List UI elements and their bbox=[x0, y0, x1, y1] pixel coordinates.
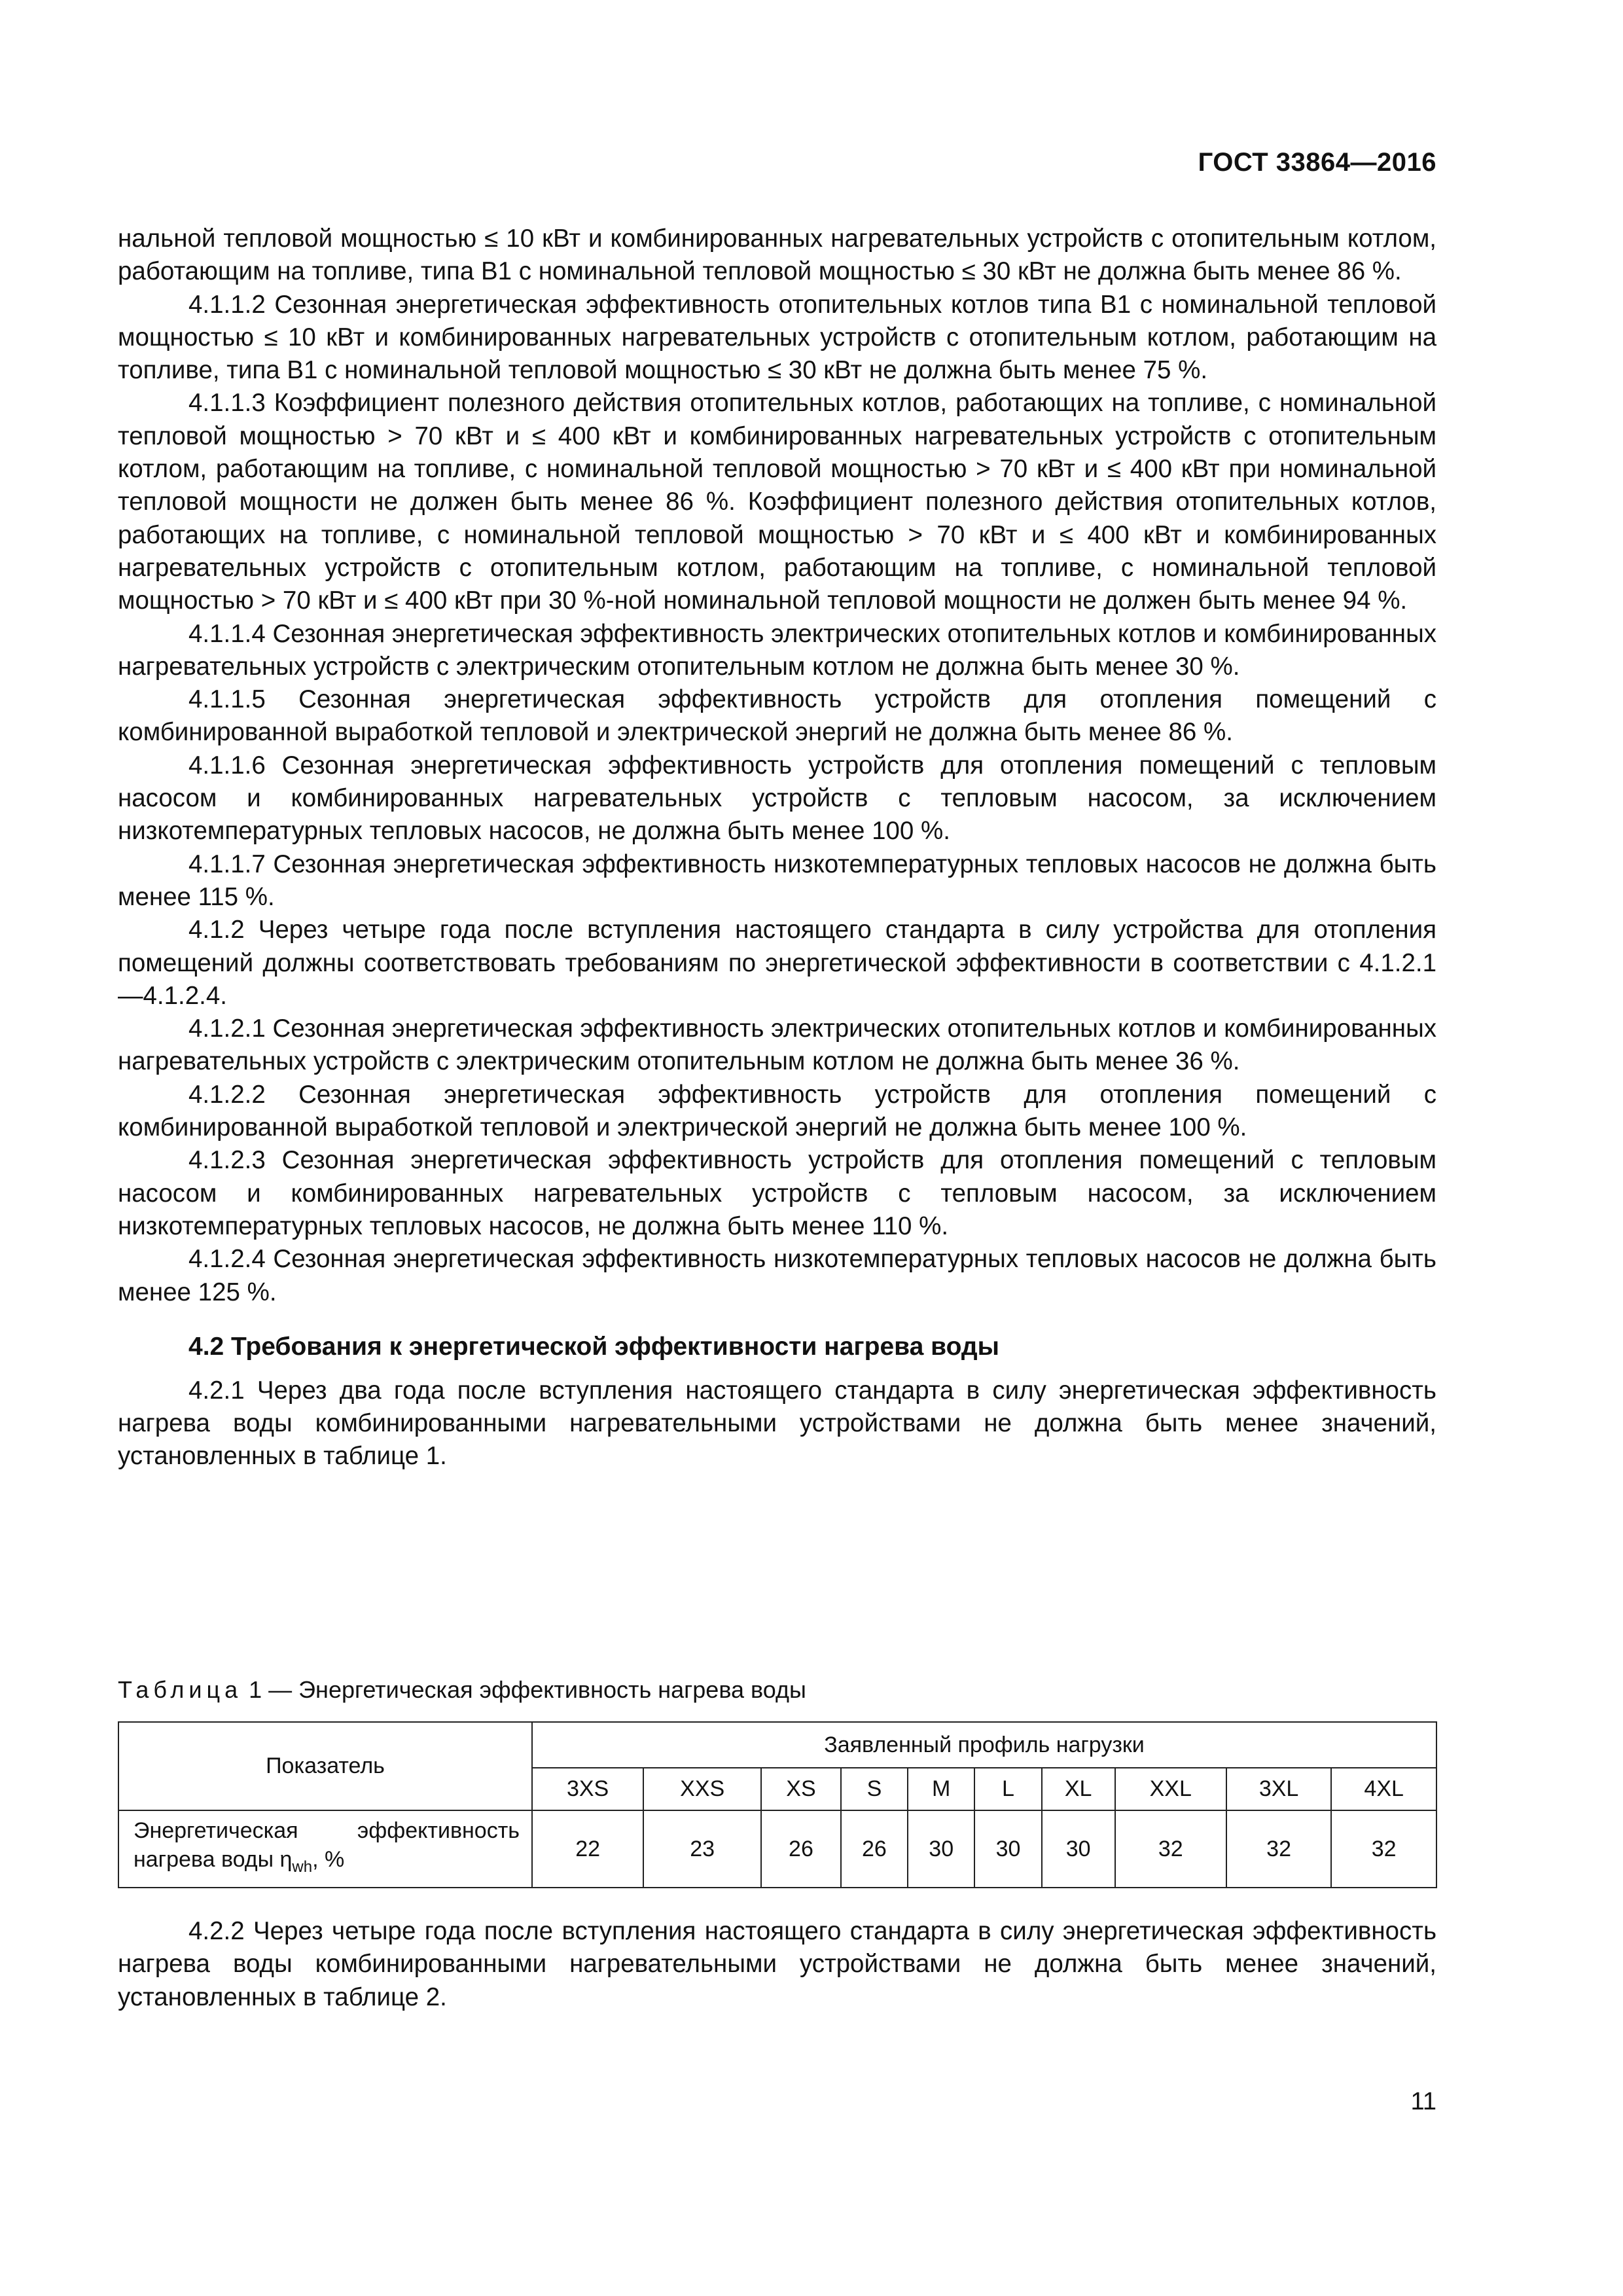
paragraph-continuation: нальной тепловой мощностью ≤ 10 кВт и комбинированных нагревательных устройств с отопительным котлом, работающим на топливе, типа В1 с номинальной тепловой мощностью ≤ 30 кВт не должна быть менее 86 %. bbox=[118, 224, 1436, 286]
profile-header-cell: 4XL bbox=[1331, 1768, 1436, 1810]
paragraph-4-1-2-2: 4.1.2.2 Сезонная энергетическая эффективность устройств для отопления помещений с комбинированной выработкой тепловой и электрической энергий не должна быть менее 100 %. bbox=[118, 1080, 1436, 1142]
row-label-main: Энергетическая эффективность нагрева воды η bbox=[134, 1818, 520, 1872]
table-caption-prefix: Таблица bbox=[118, 1676, 243, 1703]
paragraph-4-2-1: 4.2.1 Через два года после вступления настоящего стандарта в силу энергетическая эффективность нагрева воды комбинированными нагревательными устройствами не должна быть менее значений, установленных в таблице 1. bbox=[118, 1376, 1436, 1471]
profile-header-cell: XXL bbox=[1115, 1768, 1226, 1810]
profile-header-cell: XL bbox=[1042, 1768, 1115, 1810]
row-label-subscript: wh bbox=[292, 1858, 313, 1876]
body-text bbox=[118, 223, 1436, 1473]
table-value-cell: 30 bbox=[974, 1810, 1041, 1888]
paragraph-4-1-2-4: 4.1.2.4 Сезонная энергетическая эффективность низкотемпературных тепловых насосов не должна быть менее 125 %. bbox=[118, 1245, 1436, 1306]
paragraph-4-1-2-1: 4.1.2.1 Сезонная энергетическая эффективность электрических отопительных котлов и комбинированных нагревательных устройств с электрическим отопительным котлом не должна быть менее 36 %. bbox=[118, 1014, 1436, 1076]
profile-header-cell: 3XL bbox=[1226, 1768, 1332, 1810]
paragraph-4-1-1-5: 4.1.1.5 Сезонная энергетическая эффективность устройств для отопления помещений с комбинированной выработкой тепловой и электрической энергий не должна быть менее 86 %. bbox=[118, 685, 1436, 747]
table-value-cell: 32 bbox=[1331, 1810, 1436, 1888]
after-table-text bbox=[118, 1915, 1436, 2014]
profile-header-cell: M bbox=[908, 1768, 974, 1810]
paragraph-4-1-1-2: 4.1.1.2 Сезонная энергетическая эффективность отопительных котлов типа В1 с номинальной тепловой мощностью ≤ 10 кВт и комбинированных нагревательных устройств с отопительным котлом, работающим на топливе, типа В1 с номинальной тепловой мощностью ≤ 30 кВт не должна быть менее 75 %. bbox=[118, 290, 1436, 385]
paragraph-4-1-1-6: 4.1.1.6 Сезонная энергетическая эффективность устройств для отопления помещений с тепловым насосом и комбинированных нагревательных устройств с тепловым насосом, за исключением низкотемпературных тепловых насосов, не должна быть менее 100 %. bbox=[118, 751, 1436, 846]
table-row-label bbox=[118, 1810, 532, 1888]
table-value-cell: 32 bbox=[1226, 1810, 1332, 1888]
paragraph-4-1-2-3: 4.1.2.3 Сезонная энергетическая эффективность устройств для отопления помещений с тепловым насосом и комбинированных нагревательных устройств с тепловым насосом, за исключением низкотемпературных тепловых насосов, не должна быть менее 110 %. bbox=[118, 1146, 1436, 1240]
table-value-cell: 32 bbox=[1115, 1810, 1226, 1888]
section-heading: 4.2 Требования к энергетической эффективности нагрева воды bbox=[188, 1332, 999, 1361]
table-value-cell: 22 bbox=[532, 1810, 643, 1888]
profile-header-cell: L bbox=[974, 1768, 1041, 1810]
table-value-cell: 26 bbox=[841, 1810, 908, 1888]
profile-header-cell: 3XS bbox=[532, 1768, 643, 1810]
table-caption-title: 1 — Энергетическая эффективность нагрева воды bbox=[242, 1676, 806, 1703]
table-group-header: Заявленный профиль нагрузки bbox=[532, 1722, 1436, 1768]
standard-header: ГОСТ 33864—2016 bbox=[1198, 148, 1436, 177]
paragraph-4-1-1-3: 4.1.1.3 Коэффициент полезного действия отопительных котлов, работающих на топливе, с номинальной тепловой мощностью > 70 кВт и ≤ 400 кВт и комбинированных нагревательных устройств с отопительным котлом, работающим на топливе, с номинальной тепловой мощностью > 70 кВт и ≤ 400 кВт при номинальной тепловой мощности не должен быть менее 86 %. Коэффициент полезного действия отопительных котлов, работающих на топливе, с номинальной тепловой мощностью > 70 кВт и ≤ 400 кВт и комбинированных нагревательных устройств с отопительным котлом, работающим на топливе, с номинальной тепловой мощностью > 70 кВт и ≤ 400 кВт при 30 %-ной номинальной тепловой мощности не должен быть менее 94 %. bbox=[118, 389, 1436, 615]
table-caption bbox=[118, 1674, 806, 1706]
paragraph-4-1-1-7: 4.1.1.7 Сезонная энергетическая эффективность низкотемпературных тепловых насосов не должна быть менее 115 %. bbox=[118, 850, 1436, 911]
table-value-cell: 30 bbox=[908, 1810, 974, 1888]
row-label-tail: , % bbox=[312, 1847, 345, 1872]
profile-header-cell: S bbox=[841, 1768, 908, 1810]
paragraph-4-1-2: 4.1.2 Через четыре года после вступления настоящего стандарта в силу устройства для отопления помещений должны соответствовать требованиям по энергетической эффективности в соответствии с 4.1.2.1—4.1.2.4. bbox=[118, 916, 1436, 1010]
table-value-cell: 23 bbox=[643, 1810, 761, 1888]
table-header-label: Показатель bbox=[118, 1722, 532, 1810]
table-value-cell: 30 bbox=[1042, 1810, 1115, 1888]
page-number: 11 bbox=[1410, 2088, 1436, 2115]
profile-header-cell: XS bbox=[761, 1768, 841, 1810]
paragraph-4-2-2: 4.2.2 Через четыре года после вступления настоящего стандарта в силу энергетическая эффективность нагрева воды комбинированными нагревательными устройствами не должна быть менее значений, установленных в таблице 2. bbox=[118, 1917, 1436, 2011]
paragraph-4-1-1-4: 4.1.1.4 Сезонная энергетическая эффективность электрических отопительных котлов и комбинированных нагревательных устройств с электрическим отопительным котлом не должна быть менее 30 %. bbox=[118, 619, 1436, 681]
table-header-row bbox=[118, 1722, 1436, 1768]
efficiency-table bbox=[118, 1721, 1437, 1888]
table-value-cell: 26 bbox=[761, 1810, 841, 1888]
table-row bbox=[118, 1810, 1436, 1888]
profile-header-cell: XXS bbox=[643, 1768, 761, 1810]
